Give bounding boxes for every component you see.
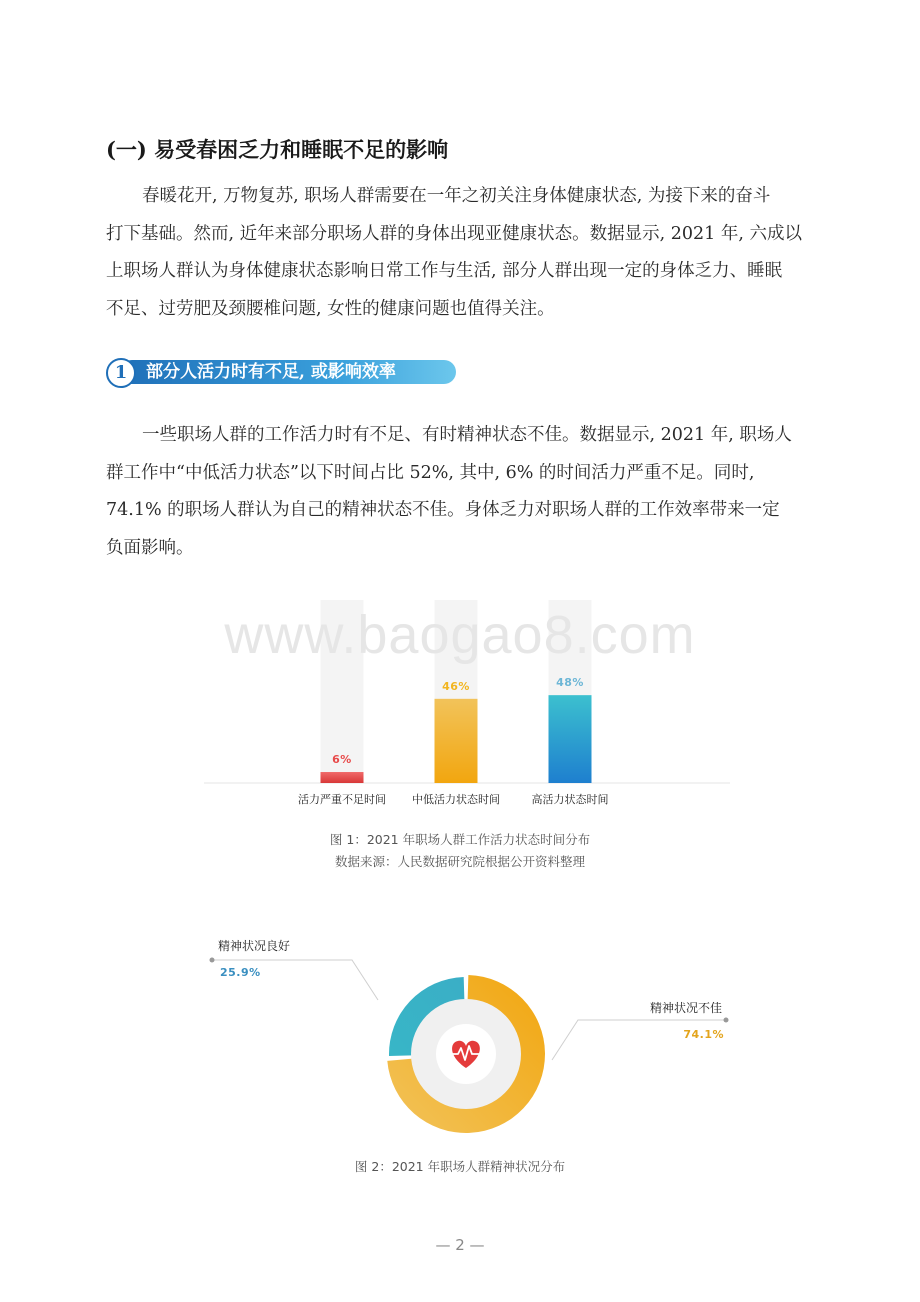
paragraph-line: 一些职场人群的工作活力时有不足、有时精神状态不佳。数据显示, 2021 年, 职场人 (142, 425, 792, 445)
bar-value-label: 46% (442, 679, 470, 693)
bar (435, 699, 478, 783)
bar-category-label: 中低活力状态时间 (412, 793, 500, 806)
figure1-source: 数据来源：人民数据研究院根据公开资料整理 (334, 854, 585, 869)
paragraph-line: 群工作中“中低活力状态”以下时间占比 52%, 其中, 6% 的时间活力严重不足。同时, (106, 462, 755, 483)
paragraph-line: 打下基础。然而, 近年来部分职场人群的身体出现亚健康状态。数据显示, 2021 年, 六成以 (106, 223, 802, 244)
paragraph-line: 74.1% 的职场人群认为自己的精神状态不佳。身体乏力对职场人群的工作效率带来一定 (106, 500, 780, 520)
subsection-title: 部分人活力时有不足, 或影响效率 (146, 362, 396, 382)
section-title: (一) 易受春困乏力和睡眠不足的影响 (106, 137, 449, 162)
figure2-caption: 图 2：2021 年职场人群精神状况分布 (354, 1159, 566, 1174)
donut-value-label: 74.1% (683, 1028, 724, 1041)
paragraph-line: 负面影响。 (106, 537, 194, 558)
bar-category-label: 高活力状态时间 (531, 793, 609, 806)
donut-category-label: 精神状况不佳 (649, 1001, 722, 1015)
subsection-heading (106, 358, 456, 386)
heading-number-badge: 1 (106, 358, 136, 388)
bar (549, 695, 592, 783)
paragraph-line: 不足、过劳肥及颈腰椎问题, 女性的健康问题也值得关注。 (106, 298, 555, 319)
bar-value-label: 6% (332, 753, 352, 767)
paragraph-line: 上职场人群认为身体健康状态影响日常工作与生活, 部分人群出现一定的身体乏力、睡眠 (106, 261, 783, 281)
section-paragraph (106, 178, 818, 328)
page-number: — 2 — (435, 1236, 485, 1254)
leader-dot-good (210, 958, 215, 963)
watermark: www.baogao8.com (224, 605, 696, 665)
donut-category-label: 精神状况良好 (218, 939, 291, 953)
bar-category-label: 活力严重不足时间 (298, 793, 386, 806)
bar (321, 772, 364, 783)
figure1-caption: 图 1：2021 年职场人群工作活力状态时间分布 (329, 832, 591, 847)
donut-value-label: 25.9% (220, 966, 261, 979)
leader-dot-poor (724, 1018, 729, 1023)
paragraph-line: 春暖花开, 万物复苏, 职场人群需要在一年之初关注身体健康状态, 为接下来的奋斗 (142, 186, 771, 206)
subsection-paragraph (106, 417, 818, 567)
donut-chart (0, 930, 920, 1150)
bar-value-label: 48% (556, 676, 584, 690)
